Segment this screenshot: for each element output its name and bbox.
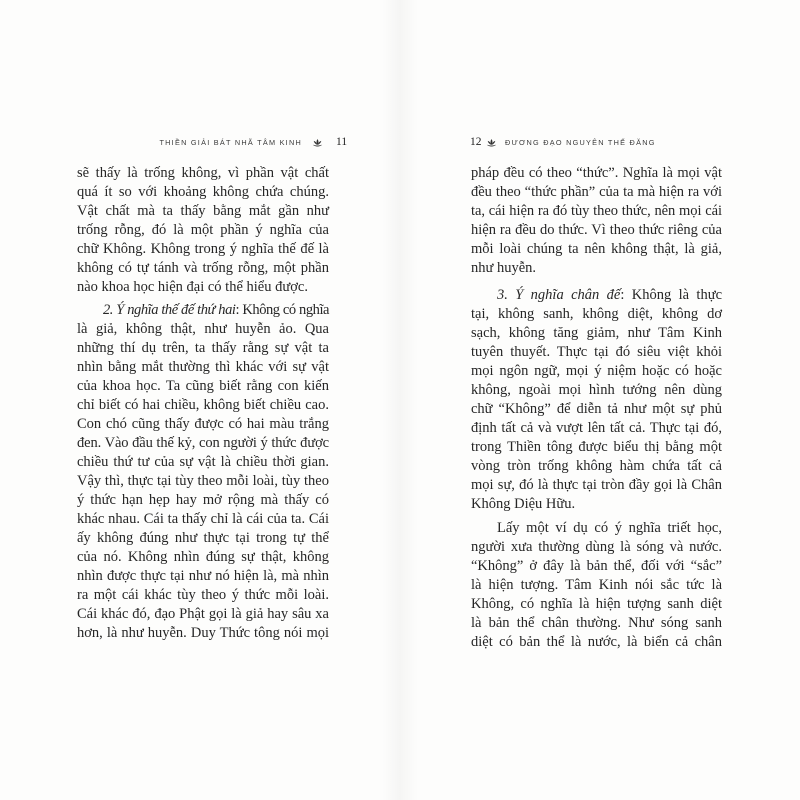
text-line: “Không” ở đây là bản thể, đối với “sắc”	[471, 558, 722, 574]
text-line: đều theo “thức phần” của ta mà hiện ra với	[471, 184, 722, 200]
text-line: nhìn được thực tại như nó hiện là, mà nhìn	[77, 568, 329, 584]
text-line: ấy không đúng như thực tại trong tự thể	[77, 530, 329, 546]
text-line: của khoa học. Ta cũng biết rằng con kiến	[77, 378, 329, 394]
text-line: trống rỗng, đó là một phần ý nghĩa của	[77, 222, 329, 238]
text-line: chữ “Không” để diễn tả như một sự phủ	[471, 401, 722, 417]
text-line: Con chó cũng thấy được có hai màu trắng	[77, 416, 329, 432]
text-line: Không Diệu Hữu.	[471, 496, 576, 512]
text-line: Vậy thì, thực tại tùy theo mỗi loài, tùy theo	[77, 473, 329, 489]
text-line: chữ Không. Không trong ý nghĩa thế đế là	[77, 241, 329, 257]
text-line: mọi sự, đó là thực tại tròn đầy gọi là Chân	[471, 477, 722, 493]
right-page	[400, 0, 800, 800]
text-line: pháp đều có theo “thức”. Nghĩa là mọi vật	[471, 165, 722, 181]
text-line	[77, 301, 329, 320]
section-heading-italic: 2. Ý nghĩa thế đế thứ hai	[103, 302, 236, 318]
text-line: quá ít so với khoảng không chứa chúng.	[77, 184, 329, 200]
text-line: người xưa thường dùng là sóng và nước.	[471, 539, 722, 555]
text-line: nào khoa học hiện đại có thể hiểu được.	[77, 279, 308, 295]
text-line: tuyên thuyết. Thực tại đó siêu việt khỏi	[471, 344, 722, 360]
text-line: Không, có nghĩa là hiện tượng sanh diệt	[471, 596, 722, 612]
text-line: sạch, không tăng giảm, như Tâm Kinh	[471, 325, 722, 341]
lotus-ornament-icon	[312, 138, 323, 148]
text-line: mỗi loài chúng ta nên không thật, là giả,	[471, 241, 722, 257]
text-line: ý thức hạn hẹp hay mở rộng mà thấy có	[77, 492, 329, 508]
text-line: tại, không sanh, không diệt, không dơ	[471, 306, 722, 322]
text-line: chiều thứ tư của sự vật là chiều thời gian.	[77, 454, 329, 470]
page-number: 12	[470, 136, 482, 148]
text-line: sẽ thấy là trống không, vì phần vật chất	[77, 165, 329, 181]
paragraph	[77, 301, 329, 643]
section-heading-italic: 3. Ý nghĩa chân đế	[497, 287, 621, 303]
text-line: hơn, là như huyễn. Duy Thức tông nói mọi	[77, 625, 329, 641]
paragraph	[77, 164, 329, 297]
paragraph	[471, 164, 722, 278]
text-line: Vật chất mà ta thấy bằng mắt gần như	[77, 203, 329, 219]
text-line: mọi ngôn ngữ, mọi ý niệm hoặc có hoặc	[471, 363, 722, 379]
text-line: đen. Vào đầu thế kỷ, con người ý thức được	[77, 435, 329, 451]
lotus-ornament-icon	[486, 138, 497, 148]
text-run: : Không là thực	[620, 287, 722, 303]
body-text	[77, 164, 329, 643]
text-line: chỉ biết có hai chiều, không biết chiều cao.	[77, 397, 329, 413]
text-line: không, ngoài mọi hình tướng nên dùng	[471, 382, 722, 398]
text-run: : Không có nghĩa	[235, 302, 330, 318]
text-line: những thí dụ trên, ta thấy rằng sự vật ta	[77, 340, 329, 356]
text-line: Cái khác đó, đạo Phật gọi là giả hay sâu xa	[77, 606, 329, 622]
text-line: là bản thể chân thường. Như sóng sanh	[471, 615, 722, 631]
text-line: hiện ra đều do thức. Vì theo thức riêng của	[471, 222, 722, 238]
running-head: ĐƯƠNG ĐẠO NGUYÊN THẾ ĐĂNG	[505, 138, 656, 147]
text-line: định tất cả và vượt lên tất cả. Thực tại đó,	[471, 420, 722, 436]
text-line: vòng tròn trống không hàm chứa tất cả	[471, 458, 722, 474]
paragraph	[471, 286, 722, 514]
text-line: diệt có bản thể là nước, là biển cả chân	[471, 634, 722, 650]
text-line: Lấy một ví dụ có ý nghĩa triết học,	[497, 520, 722, 536]
text-line: của nó. Không nhìn đúng sự thật, không	[77, 549, 329, 565]
text-line	[471, 286, 722, 305]
running-head: THIỀN GIẢI BÁT NHÃ TÂM KINH	[159, 138, 302, 147]
text-line: nhìn bằng mắt thường thì khác với sự vật	[77, 359, 329, 375]
paragraph	[471, 519, 722, 652]
text-line: không có tự tánh và trống rỗng, một phần	[77, 260, 329, 276]
page-number: 11	[336, 136, 348, 148]
text-line: như huyễn.	[471, 260, 537, 276]
body-text	[471, 164, 722, 652]
text-line: là hiện tượng. Tâm Kinh nói sắc tức là	[471, 577, 722, 593]
text-line: là giả, không thật, như huyễn ảo. Qua	[77, 321, 329, 337]
text-line: khác nhau. Cái ta thấy chỉ là cái của ta. Cái	[77, 511, 329, 527]
text-line: ra một cái khác tùy theo ý thức mỗi loài.	[77, 587, 329, 603]
text-line: ta, cái hiện ra đó tùy theo thức, nên mọi cái	[471, 203, 722, 219]
text-line: trong Thiền tông được biểu thị bằng một	[471, 439, 722, 455]
